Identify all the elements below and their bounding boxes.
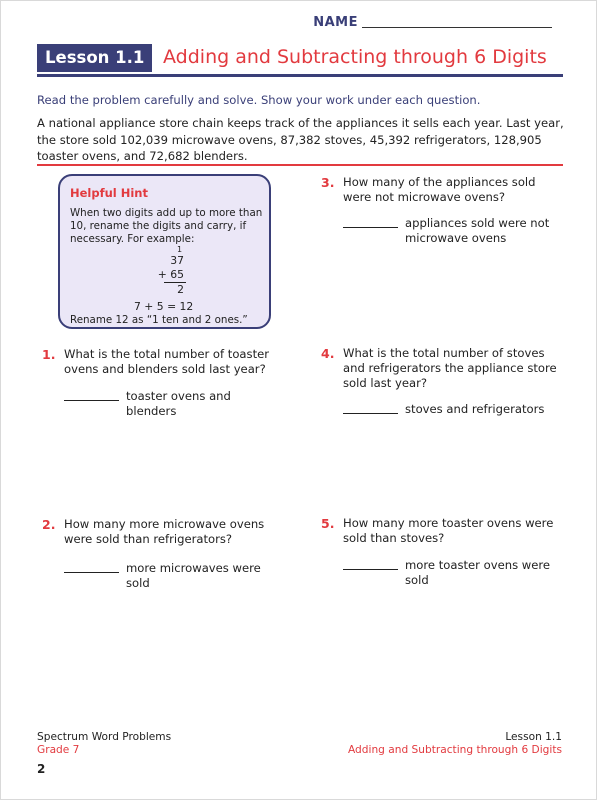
hint-addend-bottom: + 65 [157,268,184,281]
answer-label: stoves and refrigerators [405,402,545,416]
hint-sum: 2 [177,283,184,296]
helpful-hint-box [58,174,271,329]
footer-left [37,731,171,757]
question-number: 1. [42,347,56,362]
name-blank-line[interactable] [362,26,552,28]
hint-addend-top: 37 [170,254,184,267]
footer-lesson: Lesson 1.1 [505,731,562,743]
answer-label: more toaster ovens were sold [405,558,551,587]
lesson-badge: Lesson 1.1 [37,44,152,72]
lesson-title: Adding and Subtracting through 6 Digits [163,46,547,68]
answer-label: appliances sold were not microwave ovens [405,216,550,245]
answer-label: toaster ovens and blenders [126,389,231,418]
question-text: How many more microwave ovens were sold than refrigerators? [64,517,265,546]
question-text: What is the total number of toaster ovens and blenders sold last year? [64,347,270,376]
question-text: How many of the appliances sold were not microwave ovens? [343,175,536,204]
answer-blank[interactable] [343,226,398,228]
question-number: 2. [42,517,56,532]
name-label: NAME [313,15,358,30]
section-divider [37,164,563,166]
answer-4 [343,402,555,417]
question-text: How many more toaster ovens were sold than stoves? [343,516,554,545]
hint-title: Helpful Hint [70,186,148,200]
question-number: 5. [321,516,335,531]
footer-book-title: Spectrum Word Problems [37,731,172,743]
footer-lesson-title: Adding and Subtracting through 6 Digits [348,744,562,756]
question-number: 3. [321,175,335,190]
name-row [313,15,552,30]
answer-3 [343,216,555,246]
directions-text: Read the problem carefully and solve. Show your work under each question. [37,93,481,107]
answer-blank[interactable] [343,568,398,570]
page-number: 2 [37,762,46,776]
answer-blank[interactable] [343,412,398,414]
question-number: 4. [321,346,335,361]
answer-label: more microwaves were sold [126,561,261,590]
intro-paragraph: A national appliance store chain keeps track of the appliances it sells each year. Last year, the store sold 102,039 microwave ovens, 87,382 stoves, 45,392 refrigerators, 128,905 toaster ovens, and 72,682 blenders. [37,116,564,163]
hint-rename: Rename 12 as “1 ten and 2 ones.” [70,314,248,326]
answer-5 [343,558,555,588]
answer-blank[interactable] [64,399,119,401]
hint-text: When two digits add up to more than 10, rename the digits and carry, if necessary. For example: [70,207,263,245]
footer-grade: Grade 7 [37,744,80,756]
question-text: What is the total number of stoves and refrigerators the appliance store sold last year? [343,346,557,390]
footer-right [348,731,562,757]
hint-carry-digit: 1 [177,245,183,254]
header-divider [37,74,563,77]
answer-1 [64,389,276,419]
answer-2 [64,561,276,591]
hint-equation: 7 + 5 = 12 [134,300,194,313]
answer-blank[interactable] [64,571,119,573]
